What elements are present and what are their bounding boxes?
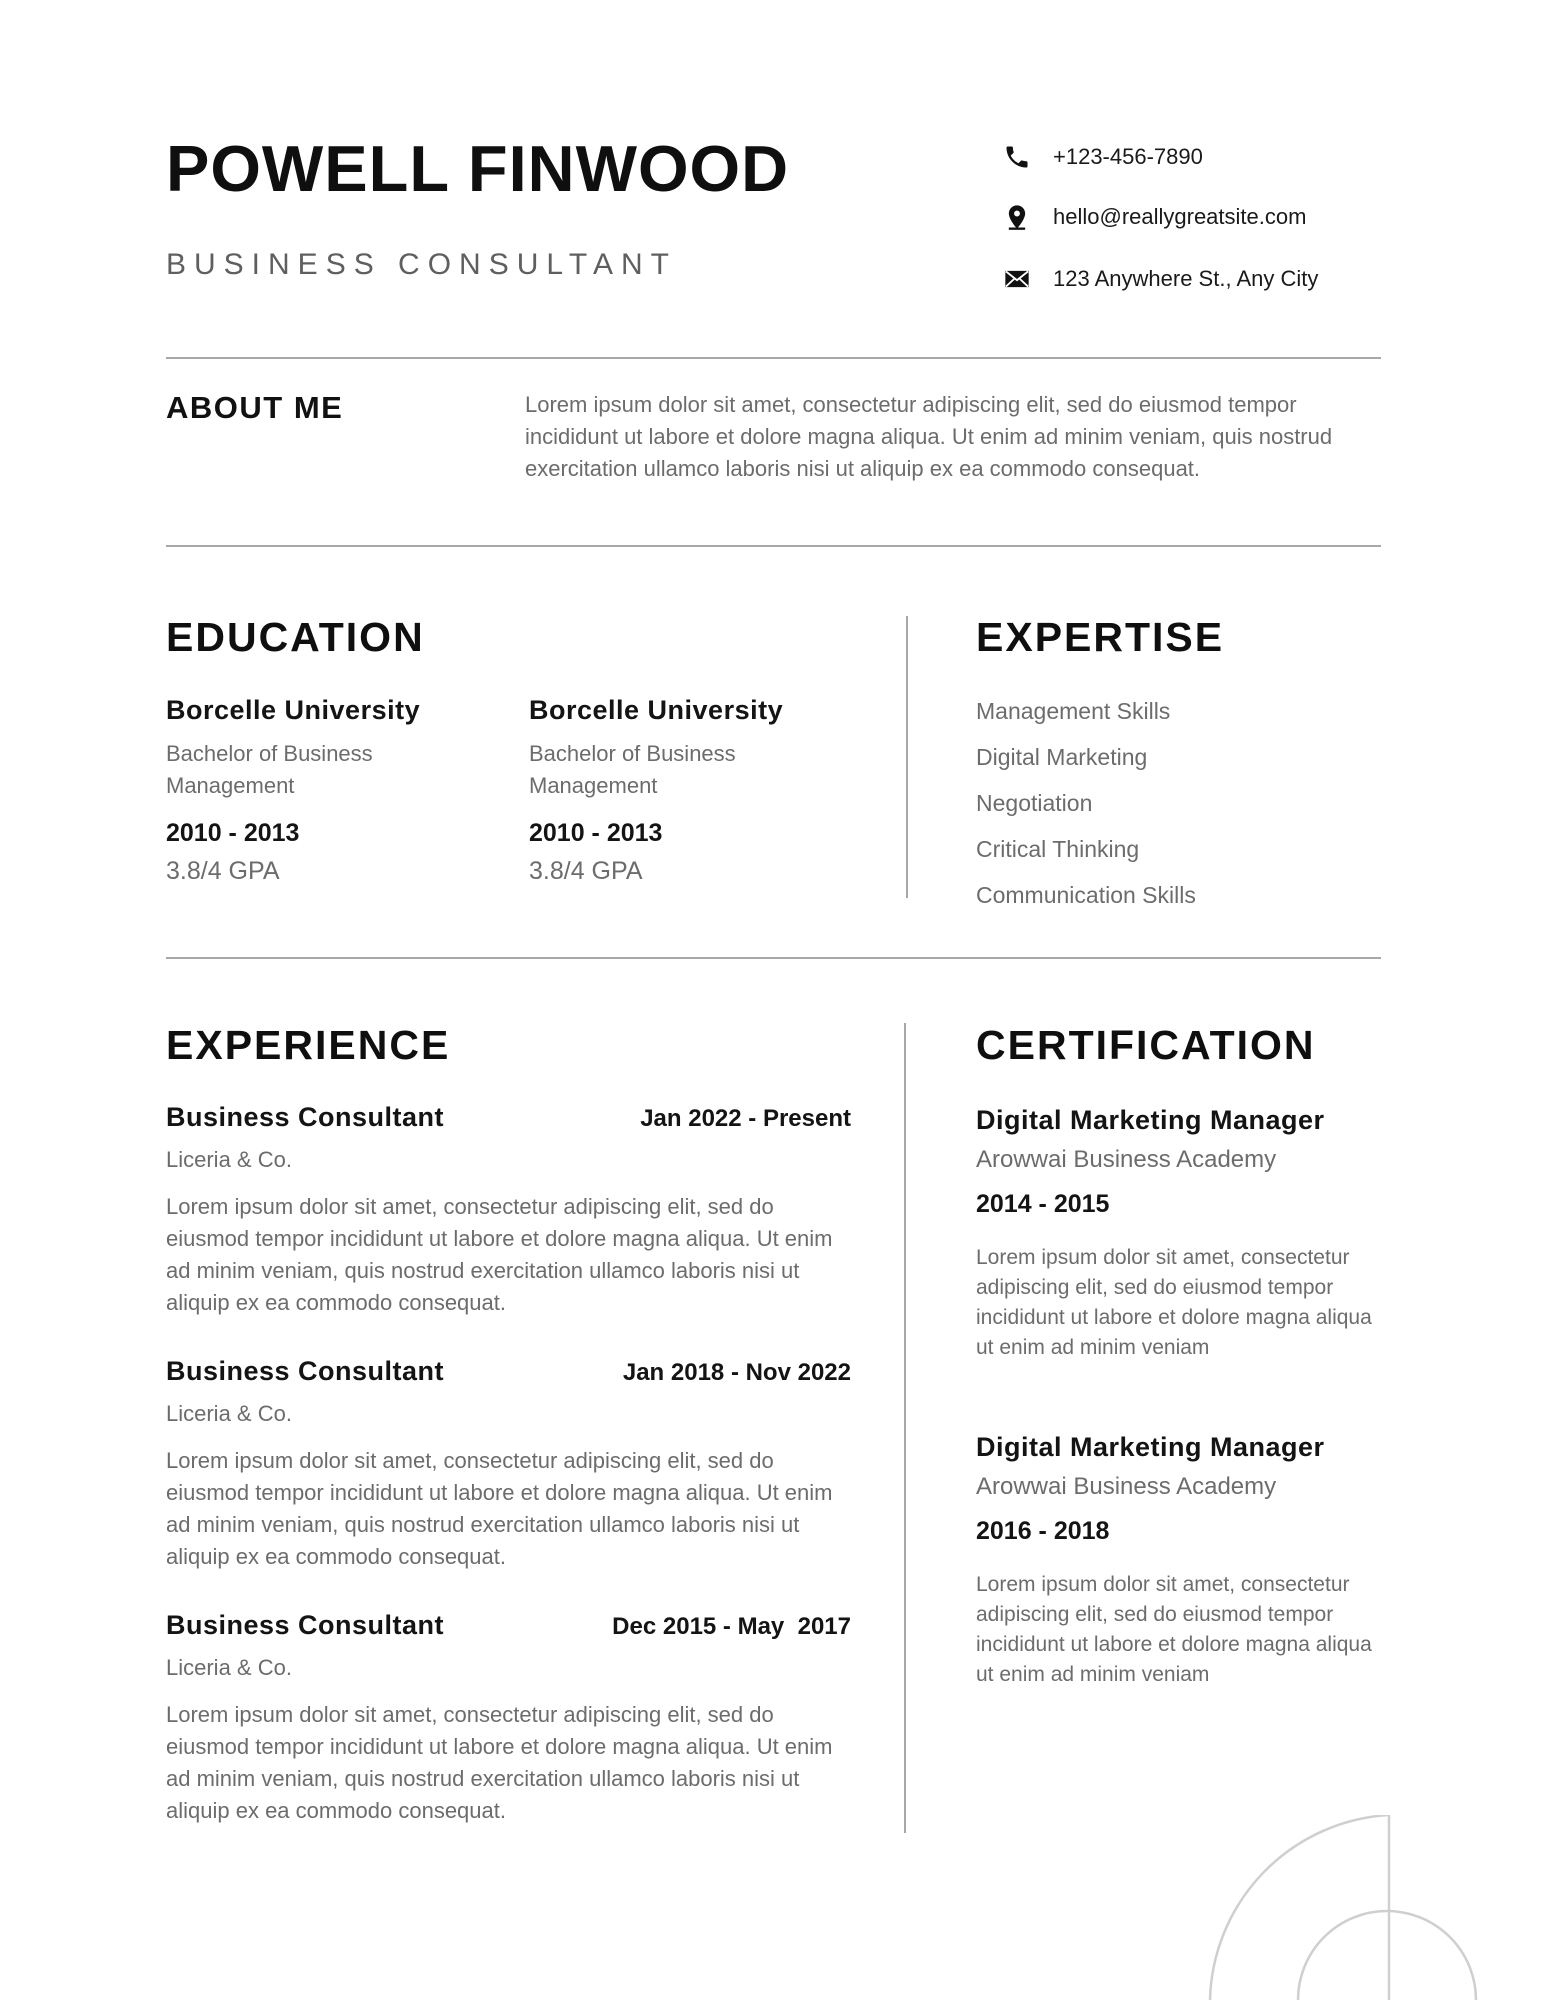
job-entry-description: Lorem ipsum dolor sit amet, consectetur adipiscing elit, sed do eiusmod tempor incididunt ut labore et dolore magna aliqua. Ut enim ad minim veniam, quis nostrud exercitation ullamco laboris nisi ut aliquip ex ea commodo consequat. [166, 1702, 833, 1824]
education-degree: Bachelor of Business Management [529, 741, 736, 799]
job-entry-description: Lorem ipsum dolor sit amet, consectetur adipiscing elit, sed do eiusmod tempor incididunt ut labore et dolore magna aliqua. Ut enim ad minim veniam, quis nostrud exercitation ullamco laboris nisi ut aliquip ex ea commodo consequat. [166, 1448, 833, 1570]
contact-address-text: 123 Anywhere St., Any City [1053, 266, 1319, 291]
contact-email-text: hello@reallygreatsite.com [1053, 204, 1307, 229]
experience-heading: EXPERIENCE [166, 1022, 451, 1068]
job-entry-dates: Dec 2015 - May 2017 [612, 1613, 851, 1640]
job-entry-dates: Jan 2022 - Present [640, 1105, 851, 1132]
education-heading: EDUCATION [166, 614, 425, 660]
education-school: Borcelle University [166, 695, 421, 725]
job-entry-dates: Jan 2018 - Nov 2022 [622, 1359, 851, 1386]
location-pin-icon [1003, 203, 1031, 231]
certification-heading: CERTIFICATION [976, 1022, 1316, 1068]
job-entry-company: Liceria & Co. [166, 1147, 292, 1172]
divider [166, 957, 1381, 959]
certification-title: Digital Marketing Manager [976, 1432, 1325, 1462]
certification-description: Lorem ipsum dolor sit amet, consectetur adipiscing elit, sed do eiusmod tempor incididunt ut labore et dolore magna aliqua ut enim ad minim veniam [976, 1246, 1372, 1360]
education-entry [529, 694, 869, 886]
expertise-heading: EXPERTISE [976, 614, 1225, 660]
about-text: Lorem ipsum dolor sit amet, consectetur adipiscing elit, sed do eiusmod tempor incididunt ut labore et dolore magna aliqua. Ut enim ad minim veniam, quis nostrud exercitation ullamco laboris nisi ut aliquip ex ea commodo consequat. [525, 392, 1333, 481]
candidate-name: POWELL FINWOOD [166, 132, 790, 205]
decorative-circles [1190, 1815, 1545, 2000]
contact-email [1003, 200, 1306, 234]
job-entry-title: Business Consultant [166, 1356, 445, 1386]
contact-phone-text: +123-456-7890 [1053, 144, 1203, 169]
certification-years: 2014 - 2015 [976, 1190, 1110, 1219]
job-entry-title: Business Consultant [166, 1610, 445, 1640]
contact-phone [1003, 140, 1203, 174]
about-heading: ABOUT ME [166, 390, 344, 425]
column-divider [904, 1023, 906, 1833]
certification-years: 2016 - 2018 [976, 1517, 1110, 1546]
phone-icon [1003, 143, 1031, 171]
divider [166, 545, 1381, 547]
certification-org: Arowwai Business Academy [976, 1146, 1277, 1174]
column-divider [906, 616, 908, 898]
education-gpa: 3.8/4 GPA [529, 857, 643, 886]
education-school: Borcelle University [529, 695, 784, 725]
education-years: 2010 - 2013 [166, 819, 300, 848]
education-degree: Bachelor of Business Management [166, 741, 373, 799]
certification-entry [976, 1431, 1386, 1690]
job-entry-company: Liceria & Co. [166, 1655, 292, 1680]
education-entry [166, 694, 506, 886]
expertise-item: Critical Thinking [976, 836, 1140, 862]
expertise-item: Negotiation [976, 790, 1093, 816]
job-entry-company: Liceria & Co. [166, 1401, 292, 1426]
job-entry-description: Lorem ipsum dolor sit amet, consectetur adipiscing elit, sed do eiusmod tempor incididunt ut labore et dolore magna aliqua. Ut enim ad minim veniam, quis nostrud exercitation ullamco laboris nisi ut aliquip ex ea commodo consequat. [166, 1194, 833, 1316]
job-entry-title: Business Consultant [166, 1102, 445, 1132]
job-entry [166, 1610, 851, 1827]
certification-title: Digital Marketing Manager [976, 1105, 1325, 1135]
envelope-icon [1003, 265, 1031, 293]
certification-description: Lorem ipsum dolor sit amet, consectetur adipiscing elit, sed do eiusmod tempor incididunt ut labore et dolore magna aliqua ut enim ad minim veniam [976, 1573, 1372, 1687]
contact-address [1003, 262, 1318, 296]
expertise-item: Digital Marketing [976, 744, 1148, 770]
education-gpa: 3.8/4 GPA [166, 857, 280, 886]
certification-entry [976, 1104, 1386, 1363]
job-title: BUSINESS CONSULTANT [166, 248, 677, 281]
divider [166, 357, 1381, 359]
job-entry [166, 1102, 851, 1319]
job-entry [166, 1356, 851, 1573]
expertise-item: Communication Skills [976, 882, 1196, 908]
expertise-list [976, 692, 1196, 922]
certification-org: Arowwai Business Academy [976, 1473, 1277, 1501]
education-years: 2010 - 2013 [529, 819, 663, 848]
expertise-item: Management Skills [976, 698, 1171, 724]
